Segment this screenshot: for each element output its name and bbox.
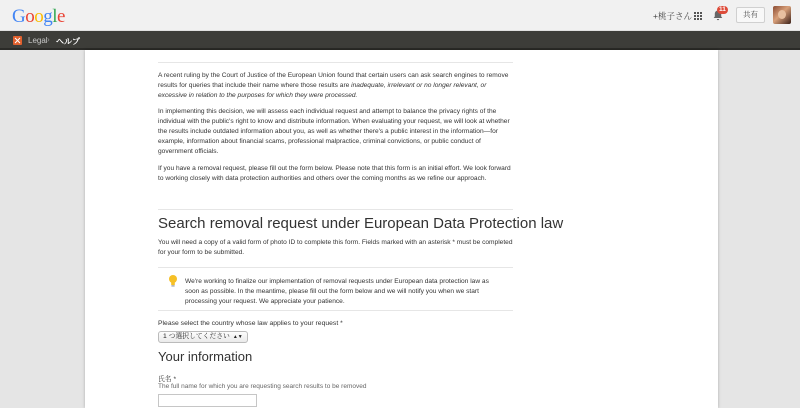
updown-arrow-icon: ▲▼ [232,334,243,340]
breadcrumb-help-link[interactable]: ヘルプ [56,37,80,46]
notice-text: We're working to finalize our implementation of removal requests under European data protection law as soon as possible. In the meantime, please fill out the form below and we will notify you when we start processing your request. We appreciate your patience. [185,278,489,305]
apps-grid-icon[interactable] [693,11,702,20]
notification-count-badge[interactable]: 11 [719,6,726,13]
page-content-sheet [85,50,718,408]
intro-paragraph-3: If you have a removal request, please fill out the form below. Please note that this form is an initial effort. We look forward to working closely with data protection authorities and others over the coming months as we refine our approach. [158,165,511,182]
name-field-label: 氏名 * [158,376,177,383]
divider [158,62,513,63]
name-input[interactable] [158,394,257,407]
divider [158,209,513,210]
section-description: You will need a copy of a valid form of photo ID to complete this form. Fields marked with an asterisk * must be completed for your form to be submitted. [158,239,513,256]
country-select-label: Please select the country whose law applies to your request * [158,320,343,327]
logo-letter: e [57,6,65,27]
breadcrumb [0,31,800,50]
logo-letter: o [25,6,35,27]
intro-paragraph-2: In implementing this decision, we will assess each individual request and attempt to balance the privacy rights of the individual with the public's right to know and distribute information. When evaluating your request, we will look at whether the results include outdated information about you, as well as whether there's a public interest in the information—for example, information about financial scams, professional malpractice, criminal convictions, or public conduct of government officials. [158,108,510,155]
logo-letter: l [52,6,58,27]
logo-letter: G [12,6,26,27]
google-top-bar [0,0,800,31]
intro-paragraph-1: A recent ruling by the Court of Justice of the European Union found that certain users can ask search engines to remove results for queries that include their name where those results are inadequate, irrelevant or no longer relevant, or excessive in relation to the purposes for which they were processed. [158,72,509,99]
logo-letter: g [43,6,53,27]
user-profile-link[interactable]: +桃子さん [653,11,692,21]
divider [158,267,513,268]
breadcrumb-separator: › [47,35,50,44]
legal-logo-icon[interactable] [13,36,22,45]
section-title: Search removal request under European Data Protection law [158,215,564,232]
share-button[interactable]: 共有 [736,7,765,23]
your-information-heading: Your information [158,349,253,364]
country-select[interactable]: 1 つ選択してください ▲▼ [158,331,248,343]
logo-letter: o [34,6,44,27]
google-logo[interactable] [12,6,65,28]
name-field-hint: The full name for which you are requesting search results to be removed [158,383,367,390]
breadcrumb-legal-link[interactable]: Legal [28,36,48,45]
divider [158,310,513,311]
lightbulb-icon [168,274,178,288]
avatar[interactable] [773,6,791,24]
